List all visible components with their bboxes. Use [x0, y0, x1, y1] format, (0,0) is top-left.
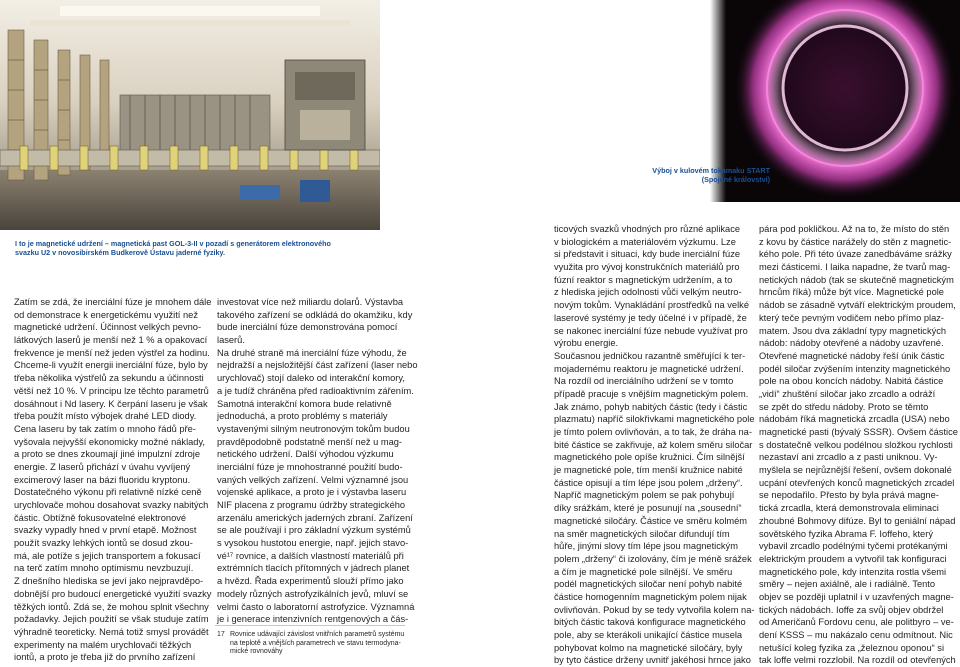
text-column-2 [217, 296, 418, 626]
text-line: s dostatečně velkou podélnou složkou rychlosti [759, 439, 953, 450]
text-line: mezi částicemi. I laika napadne, že tvarů mag- [759, 262, 951, 273]
text-line: který teče pevným vodičem nebo přímo plaz- [759, 312, 944, 323]
text-line: takového zařízení se odkládá do okamžiku, kdy [217, 309, 413, 320]
text-line: zhoubné Bohmovy difúze. Byl to geniální nápad [759, 515, 956, 526]
text-line: kého pole. Při této úvaze zanedbáváme srážky [759, 249, 952, 260]
footnote-line: mické rovnováhy [230, 648, 283, 655]
text-line: Současnou jedničkou razantně směřující k ter- [554, 350, 746, 361]
text-line: magnetické pasti (bývalý SSSR). Ovšem částice [759, 427, 958, 437]
text-line: a je tudíž chráněna před radioaktivním zářením. [217, 385, 414, 396]
text-line: vybavil zrcadlo podélnými tyčemi protékanými [759, 541, 948, 552]
text-line: investovat více než miliardu dolarů. Výstavba [217, 297, 404, 307]
text-line: Na druhé straně má inerciální fúze výhodu, že [217, 347, 407, 358]
text-line: na terč zatím mnoho optimismu nevzbuzují. [14, 563, 194, 574]
text-line: vé¹⁷ rovnice, a dalších vlastností materiálů při [217, 550, 404, 561]
text-line: se nakonec inerciální fúze nebude využívat pro [554, 325, 748, 336]
text-column-1 [14, 296, 212, 664]
text-line: tických nádobách. Ioffe za svůj objev obdržel [759, 604, 944, 615]
text-line: tická zrcadla, která demonstrovala eliminaci [759, 503, 939, 514]
text-line: matem. Jsou dva základní typy magnetických [759, 325, 947, 336]
text-line: od demonstrace k energetickému využití než [14, 309, 198, 320]
text-line: excimerový laser na bázi fluoridu kryptonu. [14, 474, 191, 485]
text-line: velmi často o laboratorní astrofyzice. Významná [217, 601, 415, 612]
text-line: v biologickém a materiálovém výzkumu. Lze [554, 236, 736, 247]
text-line: objev se později uplatnil i v uzavřených magne- [759, 591, 954, 602]
text-line: ucpání otevřených konců magnetických zrcadel [759, 477, 955, 488]
text-line: má, ale potíže s jejich transportem a fokusací [14, 550, 201, 561]
text-line: dosáhnout i Nd lasery. K čerpání laseru je však [14, 398, 208, 409]
text-line: výhradně teoreticky. Nemá totiž smysl provádět [14, 626, 209, 637]
text-line: frekvence je menší než jeden výstřel za hodinu. [14, 347, 210, 358]
text-line: Z dnešního hlediska se jeví jako nejpravděpo- [14, 576, 204, 587]
caption-line: I to je magnetické udržení – magnetická past GOL-3-II v pozadí s generátorem elektronového [15, 239, 331, 248]
text-line: nezastaví ani zrcadlo a z pasti uniknou. Vy- [759, 452, 938, 463]
text-line: pohybovat kolmo na magnetické siločáry, byly [554, 642, 743, 653]
text-line: částic. Obtížně fokusovatelné elektronové [14, 512, 187, 523]
footnote-text [230, 631, 404, 657]
text-line: z kovu by částice narážely do stěn z magnetic- [759, 236, 952, 247]
text-line: experimenty na malém urychlovači těžkých [14, 639, 192, 650]
text-line: směry – nejen axiálně, ale i radiálně. Tento [759, 579, 936, 590]
text-line: magnetického pole opíše kružnici. Čím silnější [554, 452, 745, 463]
text-line: vystavenými silným neutronovým tokům budou [217, 423, 410, 434]
text-line: díky srážkám, které je posunují na „sousední“ [554, 503, 742, 514]
text-line: mojadernému reaktoru je magnetické udržení. [554, 363, 744, 374]
text-line: nádob se zásadně vytváří elektrickým proudem, [759, 300, 956, 311]
text-line: energie. Z laserů přichází v úvahu vyvíjený [14, 461, 191, 472]
text-line: se nepodařilo. Přesto by byla prává magne- [759, 490, 939, 501]
text-line: pravděpodobně podstatně menší než u mag- [217, 436, 403, 447]
footnote-line: Rovnice udávající závislost vnitřních parametrů systému [230, 631, 405, 638]
text-line: a proto se dnes zkoumají jiné impulzní zdroje [14, 449, 201, 460]
text-line: laserové systémy je tedy účelné i v případě, že [554, 312, 747, 323]
footnote-number: 17 [217, 631, 225, 638]
caption-tokamak [560, 166, 770, 184]
text-line: magnetické siločáry. Částice ve směru kolmém [554, 515, 748, 526]
text-line: na směr magnetických siločar difundují tím [554, 528, 730, 539]
text-line: Samotná interakční komora bude relativně [217, 398, 392, 409]
text-line: látkových laserů je menší než 1 % a opakovací [14, 335, 208, 346]
text-line: dobnější pro budoucí energetické využití svazky [14, 588, 212, 599]
text-line: ovlivňován. Pokud by se tedy vytvořila kolem na- [554, 604, 755, 615]
text-line: částice homogenním magnetickým polem nijak [554, 591, 747, 602]
text-line: třeba několika výstřelů za sekundu a účinnosti [14, 373, 204, 384]
text-line: svazky vypadly hned v první etapě. Možnost [14, 525, 197, 536]
text-line: elektrickým proudem a vytvořil tak konfiguraci [759, 553, 947, 564]
text-line: netických nádob (tak se skutečně magnetickým [759, 274, 954, 285]
text-line: bité částice se zakřivuje, až kolem směru siločar [554, 439, 753, 450]
text-line: plazmatu) napříč silokřivkami magnetického pole [554, 414, 755, 425]
text-line: myšlela se nejrůznější řešení, ovšem dokonalé [759, 465, 952, 476]
text-line: nádob: nádoby otevřené a nádoby uzavřené. [759, 338, 944, 349]
text-line: požadavky. Jejich použití se však studuje zatím [14, 614, 209, 625]
text-line: jednoduchá, a proto problémy s materiály [217, 411, 388, 422]
text-line: těžkých iontů. Zdá se, že mohou splnit všechny [14, 601, 209, 612]
text-line: podél siločar zvýšením intenzity magnetického [759, 363, 951, 374]
text-column-4 [759, 223, 958, 667]
text-column-3 [554, 223, 755, 667]
text-line: pára pod pokličkou. Až na to, že místo do stěn [759, 224, 950, 234]
text-line: Cena laseru by tak zatím o mnoho řádů pře- [14, 423, 196, 434]
caption-gol3 [15, 239, 331, 257]
footnote-rule [215, 625, 405, 626]
text-line: pole na obou koncích nádoby. Nabitá částice [759, 376, 944, 387]
text-line: s vysokou hustotou energie, např. jejich stavo- [217, 538, 409, 549]
text-line: Napříč magnetickým polem se pak pohybují [554, 490, 735, 501]
text-line: nádobám říká magnetická zrcadla (USA) nebo [759, 414, 950, 425]
text-line: větší než 10 %. V principu lze těchto parametrů [14, 385, 209, 396]
text-line: polem „drženy“ či izolovány, čím je méně srážek [554, 553, 752, 564]
text-line: pole, aby se kterákoli unikající částice musela [554, 630, 743, 640]
text-line: Chceme-li využít energii inerciální fúze, bylo by [14, 360, 208, 371]
text-line: Zatím se zdá, že inerciální fúze je mnohem dále [14, 297, 212, 307]
text-line: Jak známo, pohyb nabitých částic (tedy i částic [554, 401, 748, 412]
text-line: hrncům říká) může být více. Magnetické pole [759, 287, 944, 298]
text-line: laserů. [217, 335, 245, 346]
text-line: sovětského fyzika Abrama F. Ioffeho, který [759, 528, 933, 539]
text-line: je i generace intenzivních rentgenových a čás- [217, 614, 409, 625]
text-line: případě pracuje s vnějším magnetickým polem. [554, 388, 749, 399]
text-line: „vidí“ zhuštění siločar jako zrcadlo a odráží [759, 388, 936, 399]
text-line: vyšovala nejvyšší ekonomicky možné náklady, [14, 436, 206, 447]
text-line: je tímto polem ovlivňován, a to tak, že dráha na- [554, 427, 752, 437]
text-line: použít svazky lehkých iontů se dosud zkou- [14, 538, 193, 549]
text-line: třeba použít místo výbojek drahé LED diody. [14, 411, 197, 422]
text-line: arzenálu amerických jaderných zbraní. Zařízení [217, 512, 413, 523]
text-line: Na rozdíl od inerciálního udržení se v tomto [554, 376, 734, 387]
text-line: vaných velkých zařízení. Velmi významné jsou [217, 474, 409, 485]
text-line: si představit i situaci, kdy bude inerciální fúze [554, 249, 741, 260]
footnote-line: na teplotě a vnějších parametrech ve stavu termodyna- [230, 639, 401, 647]
text-line: tak loffe velmi rozzlobil. Na rozdíl od otevřených [759, 655, 956, 666]
caption-line: Výboj v kulovém tokamaku START [652, 166, 770, 175]
text-line: výrobu energie. [554, 338, 619, 349]
caption-line: (Spojené království) [701, 175, 770, 184]
text-line: magnetického pole, kdy intenzita rostla všemi [759, 566, 947, 577]
text-line: bude inerciální fúze demonstrována pomocí [217, 322, 398, 333]
text-line: vojenské aplikace, a proto je i výstavba laseru [217, 487, 407, 498]
text-line: novým tokům. Vynakládání prostředků na velké [554, 300, 749, 311]
text-line: magnetické udržení. Účinnost velkých pevno- [14, 322, 202, 333]
text-line: netického udržení. Další výhodou výzkumu [217, 449, 394, 460]
text-line: urychlovač) stojí daleko od interakční komory, [217, 373, 405, 384]
footnote [217, 631, 417, 661]
text-line: využita pro vývoj konstrukčních materiálů pro [554, 262, 740, 273]
photo-gol3-magnetic-trap [0, 0, 380, 230]
text-line: ticových svazků vhodných pro různé aplikace [554, 224, 741, 234]
text-line: NIF placena z programu údržby strategického [217, 500, 406, 510]
text-line: Otevřené magnetické nádoby řeší únik částic [759, 350, 945, 361]
text-line: se zpět do středu nádoby. Proto se těmto [759, 401, 929, 412]
text-line: a hvězd. Řada experimentů slouží přímo jako [217, 576, 404, 587]
text-line: fúzní reaktor s magnetickým udržením, a to [554, 274, 733, 285]
text-line: netušící koleg fyzika za „železnou oponou“ si [759, 642, 945, 653]
text-line: bitých částic taková konfigurace magnetického [554, 617, 746, 628]
text-line: by tyto částice drženy uvnitř jakéhosi hrnce jako [554, 655, 751, 666]
caption-line: svazku U2 v novosibirském Budkerově Ústavu jaderné fyziky. [15, 248, 225, 257]
text-line: nejdražší a nejsložitější část zařízení (laser nebo [217, 360, 418, 371]
text-line: se ale používají i pro základní výzkum systémů [217, 525, 411, 536]
text-line: podél magnetických siločar není pohyb nabité [554, 579, 743, 590]
text-line: hůře, jinými slovy tím lépe jsou magnetickým [554, 541, 738, 552]
text-line: Dostatečného výkonu při relativně nízké ceně [14, 487, 202, 498]
text-line: modely různých astrofyzikálních jevů, mluví se [217, 588, 409, 599]
text-line: z hlediska jejich odolnosti vůči velkým neutro- [554, 287, 742, 298]
text-line: inerciální fúze je mnohostranné použití budo- [217, 461, 403, 472]
text-line: urychlovače mohou dosahovat svazky nabitých [14, 500, 209, 510]
text-line: dení KSSS – mu nakázalo cenu odmítnout. Nic [759, 630, 953, 640]
text-line: od Američanů Fordovu cenu, ale politbyro – ve- [759, 617, 954, 628]
text-line: částice opisují a tím lépe jsou polem „drženy“. [554, 477, 743, 488]
text-line: a čím je magnetické pole silnější. Ve směru [554, 566, 733, 577]
text-line: iontů, a proto je třeba již do prvního zařízení [14, 652, 196, 663]
text-line: extrémních tlacích přítomných v jádrech planet [217, 563, 410, 574]
text-line: je magnetické pole, tím menší kružnice nabité [554, 465, 743, 476]
